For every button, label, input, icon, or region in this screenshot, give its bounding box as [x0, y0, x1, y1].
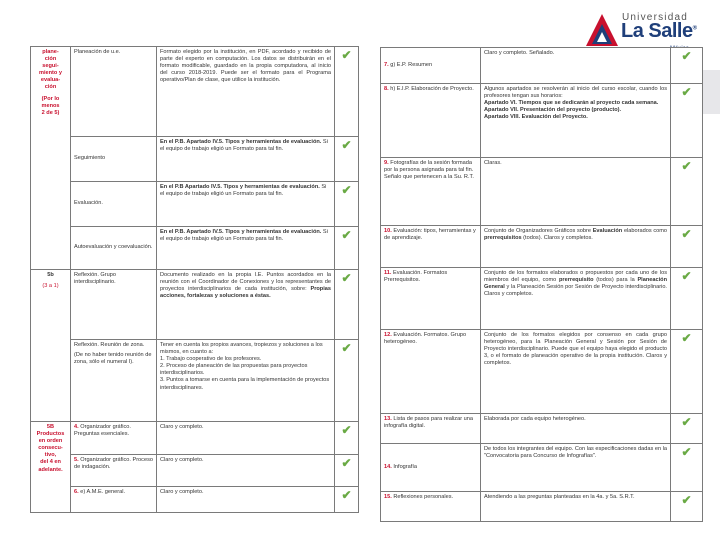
- table-row: [31, 182, 359, 227]
- activity-cell: Autoevaluación y coevaluación.: [71, 227, 157, 270]
- check-cell: [335, 340, 359, 422]
- table-row: [31, 340, 359, 422]
- check-icon: ✔: [341, 48, 352, 62]
- check-cell: [671, 158, 703, 226]
- table-row: [31, 487, 359, 513]
- check-cell: [335, 487, 359, 513]
- check-icon: ✔: [681, 445, 692, 459]
- table-row: [381, 330, 703, 414]
- check-icon: ✔: [681, 493, 692, 507]
- description-cell: Claro y completo.: [157, 455, 335, 487]
- table-row: [31, 137, 359, 182]
- check-icon: ✔: [341, 183, 352, 197]
- phase2-note: (3 a 1): [42, 283, 59, 290]
- left-page: [30, 46, 358, 531]
- side-tab: [703, 70, 720, 114]
- activity-cell: Reflexión. Grupo interdisciplinario.: [71, 270, 157, 340]
- check-cell: [671, 414, 703, 444]
- description-cell: Documento realizado en la propia I.E. Puntos acordados en la reunión con el Coordinador de Conexiones y los representantes de proyectos interdisciplinarios de cada institución, sobre: Propias acciones, fortalezas y soluciones a éstas.: [157, 270, 335, 340]
- activity-cell: 5. Organizador gráfico. Proceso de indagación.: [71, 455, 157, 487]
- description-cell: Elaborada por cada equipo heterogéneo.: [481, 414, 671, 444]
- table-row: [31, 47, 359, 137]
- check-cell: [671, 492, 703, 522]
- activity-cell: Evaluación.: [71, 182, 157, 227]
- table-row: [381, 444, 703, 492]
- check-icon: ✔: [681, 331, 692, 345]
- description-cell: De todos los integrantes del equipo. Con las especificaciones dadas en la "Convocatoria para Concurso de Infografías".: [481, 444, 671, 492]
- description-cell: Algunos apartados se resolverán al inicio del curso escolar, cuando los profesores tengan sus horarios: Apartado VI. Tiempos que se dedicarán al proyecto cada semana. Apartado VII. Presentación del proyecto (producto). Apartado VIII. Evaluación del Proyecto.: [481, 84, 671, 158]
- check-cell: [335, 455, 359, 487]
- check-cell: [335, 227, 359, 270]
- check-icon: ✔: [341, 341, 352, 355]
- phase1-note: (Por lo menos 2 de 5): [41, 95, 60, 116]
- left-rubric-table: [30, 46, 359, 513]
- table-row: [31, 270, 359, 340]
- activity-cell: 13. Lista de pasos para realizar una infografía digital.: [381, 414, 481, 444]
- check-icon: ✔: [681, 85, 692, 99]
- activity-cell: 14. Infografía: [381, 444, 481, 492]
- table-row: [381, 492, 703, 522]
- activity-cell: 12. Evaluación. Formatos. Grupo heterogéneo.: [381, 330, 481, 414]
- activity-cell: 7. g) E.P. Resumen: [381, 48, 481, 84]
- description-cell: En el P.B. Apartado IV.5. Tipos y herramientas de evaluación. Si el equipo de trabajo eligió un Formato para tal fin.: [157, 137, 335, 182]
- table-row: [381, 226, 703, 268]
- right-rubric-table: [380, 47, 703, 522]
- description-cell: Claras.: [481, 158, 671, 226]
- check-icon: ✔: [681, 49, 692, 63]
- activity-cell: 10. Evaluación: tipos, herramientas y de aprendizaje.: [381, 226, 481, 268]
- description-cell: Formato elegido por la institución, en PDF, acordado y recibido de parte del experto en computación. Los datos se distribuirán en el formato modificable, guardado en la propia computadora, al inicio del curso 2018-2019. Puede ser el formato para el Programa operativo/Plan de clase, que utilice la institución.: [157, 47, 335, 137]
- check-cell: [335, 47, 359, 137]
- check-cell: [671, 226, 703, 268]
- phase1-cell: [31, 47, 71, 270]
- phase1-title: plane- ción segui- miento y evalua- ción: [38, 49, 62, 91]
- table-row: [31, 455, 359, 487]
- table-row: [381, 84, 703, 158]
- check-icon: ✔: [341, 488, 352, 502]
- check-icon: ✔: [681, 415, 692, 429]
- phase2-cell: [31, 270, 71, 422]
- description-cell: Claro y completo. Señalado.: [481, 48, 671, 84]
- check-icon: ✔: [681, 159, 692, 173]
- check-icon: ✔: [341, 228, 352, 242]
- activity-cell: 9. Fotografías de la sesión formada por la persona asignada para tal fin. Señalo que pertenecen a la Su. R.T.: [381, 158, 481, 226]
- table-row: [381, 158, 703, 226]
- table-row: [381, 414, 703, 444]
- activity-cell: 6. e) A.M.E. general.: [71, 487, 157, 513]
- check-cell: [671, 268, 703, 330]
- phase3-cell: 5B Productos en orden consecu- tivo, del 4 en adelante.: [31, 422, 71, 513]
- description-cell: Conjunto de Organizadores Gráficos sobre Evaluación elaborados como prerrequisitos (todos). Claros y completos.: [481, 226, 671, 268]
- check-icon: ✔: [341, 271, 352, 285]
- table-row: [31, 227, 359, 270]
- check-cell: [335, 270, 359, 340]
- check-cell: [335, 137, 359, 182]
- check-cell: [671, 84, 703, 158]
- check-icon: ✔: [341, 456, 352, 470]
- description-cell: Tener en cuenta los propios avances, tropiezos y soluciones a los mismos, en cuanto a: 1. Trabajo cooperativo de los profesores. 2. Proceso de planeación de las propuestas para proyectos interdisciplinarios. 3. Puntos a tomarse en cuenta para la implementación de proyectos interdisciplinares.: [157, 340, 335, 422]
- activity-cell: 8. h) E.I.P. Elaboración de Proyecto.: [381, 84, 481, 158]
- check-icon: ✔: [341, 423, 352, 437]
- description-cell: Atendiendo a las preguntas planteadas en la 4a. y 5a. S.R.T.: [481, 492, 671, 522]
- activity-cell: Planeación de u.e.: [71, 47, 157, 137]
- check-icon: ✔: [681, 269, 692, 283]
- logo-top-text: Universidad: [622, 12, 689, 23]
- description-cell: Conjunto de los formatos elaborados o propuestos por cada uno de los miembros del equipo, como prerrequisito (todos) para la Planeación General y la Planeación Sesión por Sesión de Proyecto interdisciplinario. Claros y completos.: [481, 268, 671, 330]
- table-row: [381, 48, 703, 84]
- description-cell: Conjunto de los formatos elegidos por consenso en cada grupo heterogéneo, para la Planeación General y Sesión por Sesión de Proyecto interdisciplinario. Puede que el equipo haya elegido el producto 3, o el formato de planeación operativo de la propia institución. Claros y completos.: [481, 330, 671, 414]
- check-cell: [335, 182, 359, 227]
- activity-cell: 15. Reflexiones personales.: [381, 492, 481, 522]
- la-salle-star-icon: [584, 12, 620, 52]
- description-cell: En el P.B. Apartado IV.5. Tipos y herramientas de evaluación. Si el equipo de trabajo eligió un Formato para tal fin.: [157, 227, 335, 270]
- check-cell: [335, 422, 359, 455]
- phase2-title: 5b: [47, 272, 54, 278]
- table-row: [381, 268, 703, 330]
- description-cell: Claro y completo.: [157, 422, 335, 455]
- description-cell: Claro y completo.: [157, 487, 335, 513]
- activity-cell: 4. Organizador gráfico. Preguntas esenciales.: [71, 422, 157, 455]
- check-icon: ✔: [341, 138, 352, 152]
- check-cell: [671, 330, 703, 414]
- check-cell: [671, 48, 703, 84]
- right-page: [380, 47, 702, 525]
- activity-cell: Seguimiento: [71, 137, 157, 182]
- table-row: [31, 422, 359, 455]
- activity-cell: Reflexión. Reunión de zona. (De no haber tenido reunión de zona, sólo el numeral I).: [71, 340, 157, 422]
- check-cell: [671, 444, 703, 492]
- logo-main-text: La Salle®: [621, 20, 697, 42]
- activity-cell: 11. Evaluación. Formatos Prerrequisitos.: [381, 268, 481, 330]
- check-icon: ✔: [681, 227, 692, 241]
- description-cell: En el P.B Apartado IV.5. Tipos y herramientas de evaluación. Si el equipo de trabajo eligió un Formato para tal fin.: [157, 182, 335, 227]
